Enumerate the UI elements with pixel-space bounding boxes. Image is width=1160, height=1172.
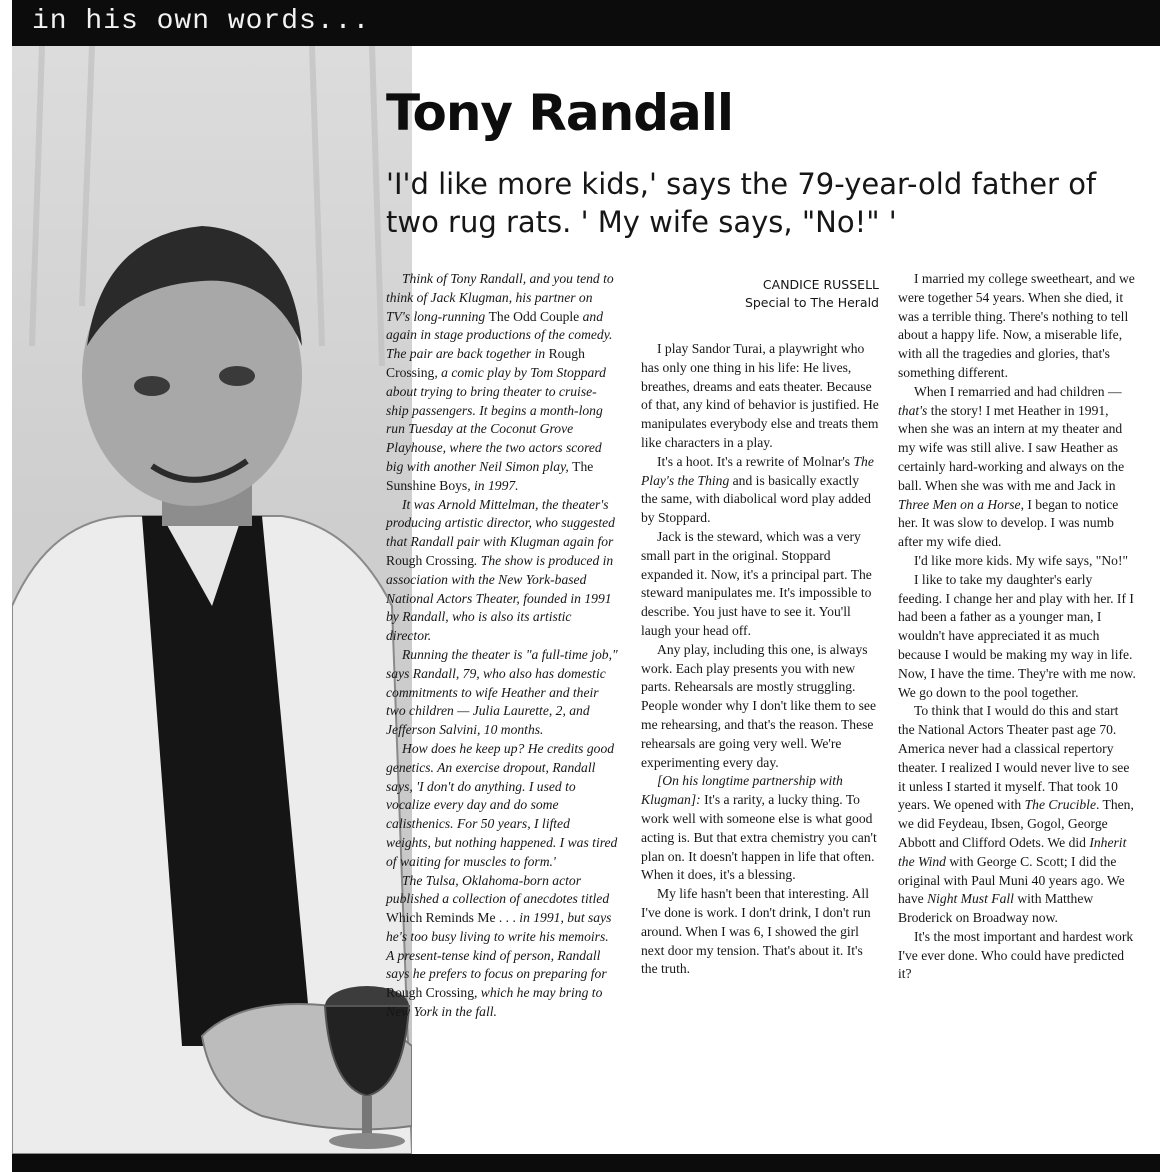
headline: Tony Randall <box>386 84 734 142</box>
body-paragraph: I like to take my daughter's early feeding. I change her and play with her. If I had been a father as a younger man, I wouldn't have appreciated it as much because I would be making my way in life. Now, I have the time. They're with me now. We go down to the pool together. <box>898 571 1136 700</box>
article-column-2 <box>641 270 879 979</box>
section-kicker: in his own words... <box>32 6 371 37</box>
byline <box>641 276 879 312</box>
body-paragraph: When I remarried and had children — that's the story! I met Heather in 1991, when she was an intern at my theater and my wife was still alive. I saw Heather as certainly hard-working and always on the ball. When she was with me and Jack in Three Men on a Horse, I began to notice her. It was slow to develop. I was numb after my wife died. <box>898 383 1125 550</box>
body-paragraph: To think that I would do this and start the National Actors Theater past age 70. America never had a classical repertory theater. I realized I would never live to see it unless I started it myself. That took 10 years. We opened with The Crucible. Then, we did Feydeau, Ibsen, Gogol, George Abbott and Clifford Odets. We did Inherit the Wind with George C. Scott; I did the original with Paul Muni 40 years ago. We have Night Must Fall with Matthew Broderick on Broadway now. <box>898 703 1134 926</box>
body-paragraph: It's the most important and hardest work I've ever done. Who could have predicted it? <box>898 928 1134 982</box>
body-paragraph: Jack is the steward, which was a very small part in the original. Stoppard expanded it. Now, it's a principal part. The steward manipulates me. It's impossible to describe. You just have to see it. You'll laugh your head off. <box>641 528 872 638</box>
portrait-illustration <box>12 46 412 1154</box>
body-paragraph: I play Sandor Turai, a playwright who has only one thing in his life: He lives, breathes, dreams and eats theater. Because of that, any kind of behavior is justified. He manipulates everybody else and treats them like characters in a play. <box>641 341 879 450</box>
article-column-1 <box>386 270 618 1022</box>
byline-author: CANDICE RUSSELL <box>762 277 879 292</box>
article-column-3 <box>898 270 1138 984</box>
body-paragraph: Any play, including this one, is always work. Each play presents you with new parts. Rehearsals are mostly struggling. People wonder why I don't like them to see me rehearsing, and that's the reason. These rehearsals are going very well. We're experimenting every day. <box>641 641 877 770</box>
body-paragraph: I'd like more kids. My wife says, "No!" <box>914 552 1129 568</box>
intro-paragraph: It was Arnold Mittelman, the theater's producing artistic director, who suggested that Randall pair with Klugman again for Rough Crossing. The show is produced in association with the New York-based National Actors Theater, founded in 1991 by Randall, who is also its artistic director. <box>386 496 615 644</box>
portrait-photo <box>12 46 412 1154</box>
body-paragraph: I married my college sweetheart, and we were together 54 years. When she died, it was a terrible thing. There's nothing to tell about a happy life. Now, a miserable life, with all the tragedies and glories, that's something different. <box>898 271 1135 380</box>
byline-affiliation: Special to The Herald <box>744 295 879 310</box>
body-paragraph: [On his longtime partnership with Klugman]: It's a rarity, a lucky thing. To work well with someone else is what good acting is. But that extra chemistry you can't plan on. It doesn't happen in life that often. When it does, it's a blessing. <box>641 773 877 883</box>
deck-quote: 'I'd like more kids,' says the 79-year-old father of two rug rats. ' My wife says, "No!" ' <box>386 167 1097 239</box>
body-paragraph: It's a hoot. It's a rewrite of Molnar's The Play's the Thing and is basically exactly the same, with diabolical word play added by Stoppard. <box>641 453 874 526</box>
body-paragraph: My life hasn't been that interesting. All I've done is work. I don't drink, I don't run around. When I was 6, I showed the girl next door my tension. That's about it. It's the truth. <box>641 886 871 977</box>
intro-paragraph: How does he keep up? He credits good genetics. An exercise dropout, Randall says, 'I don't do anything. I used to vocalize every day and do some calisthenics. For 50 years, I lifted weights, but nothing happened. I was tired of waiting for muscles to form.' <box>386 740 618 869</box>
intro-paragraph: The Tulsa, Oklahoma-born actor published a collection of anecdotes titled Which Reminds Me . . . in 1991, but says he's too busy living to write his memoirs. A present-tense kind of person, Randall says he prefers to focus on preparing for Rough Crossing, which he may bring to New York in the fall. <box>386 872 612 1020</box>
intro-paragraph: Running the theater is "a full-time job," says Randall, 79, who also has domestic commitments to wife Heather and their two children — Julia Laurette, 2, and Jefferson Salvini, 10 months. <box>386 646 618 738</box>
footer-bar <box>12 1154 1160 1172</box>
intro-paragraph: Think of Tony Randall, and you tend to think of Jack Klugman, his partner on TV's long-running The Odd Couple and again in stage productions of the comedy. The pair are back together in Rough Crossing, a comic play by Tom Stoppard about trying to bring theater to cruise-ship passengers. It begins a month-long run Tuesday at the Coconut Grove Playhouse, where the two actors scored big with another Neil Simon play, The Sunshine Boys, in 1997. <box>386 271 614 493</box>
section-header-bar <box>12 0 1160 46</box>
